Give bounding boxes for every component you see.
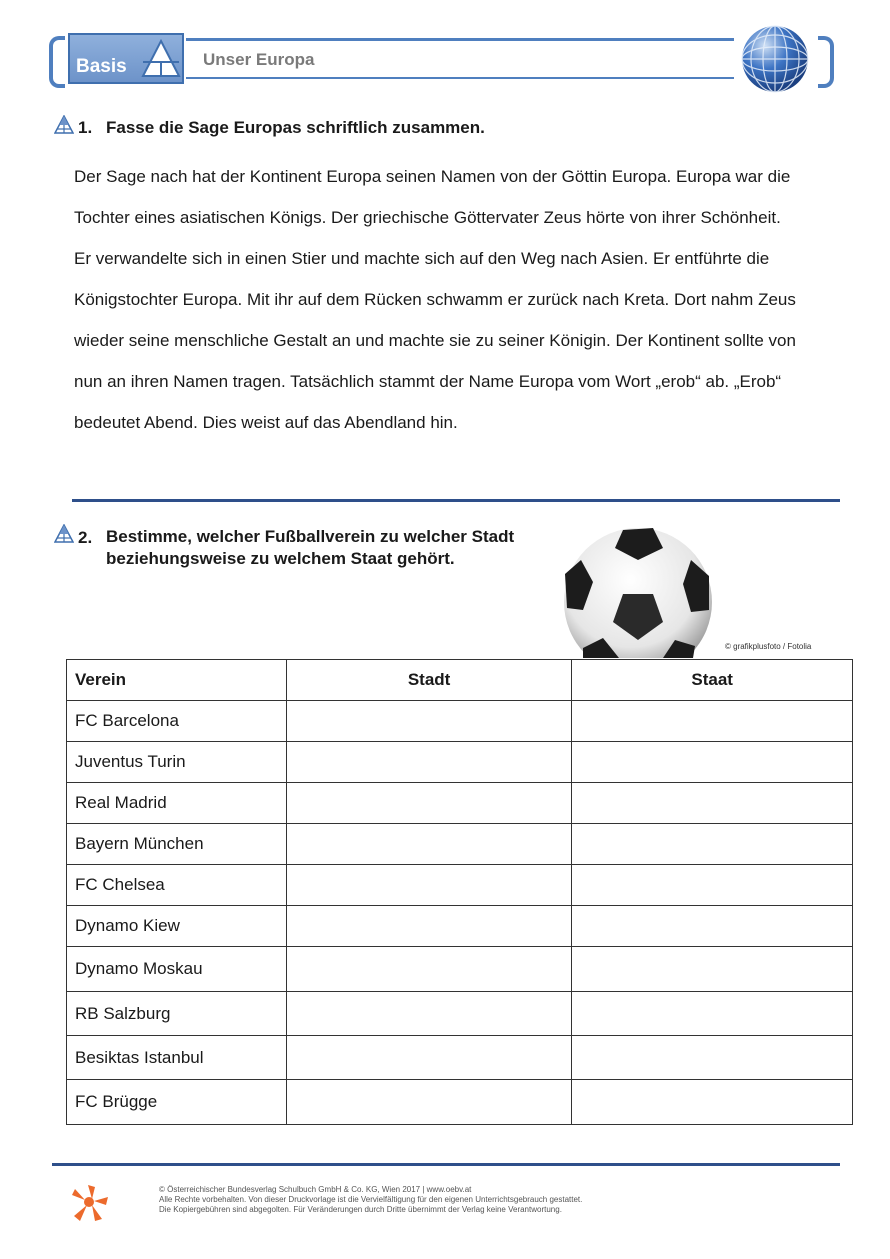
header-staat: Staat: [572, 660, 853, 701]
country-answer-cell[interactable]: [572, 1036, 853, 1080]
country-answer-cell[interactable]: [572, 824, 853, 865]
city-answer-cell[interactable]: [286, 701, 572, 742]
country-answer-cell[interactable]: [572, 742, 853, 783]
city-answer-cell[interactable]: [286, 906, 572, 947]
club-name: FC Brügge: [67, 1080, 287, 1125]
task1-number: 1.: [78, 118, 93, 137]
table-row: [67, 783, 853, 824]
city-answer-cell[interactable]: [286, 865, 572, 906]
footer-line: Alle Rechte vorbehalten. Von dieser Druckvorlage ist die Vervielfältigung für den eigenen Unterrichtsgebrauch gestattet.: [159, 1195, 583, 1204]
footer-line: © Österreichischer Bundesverlag Schulbuch GmbH & Co. KG, Wien 2017 | www.oebv.at: [159, 1185, 472, 1194]
table-row: [67, 742, 853, 783]
table-row: [67, 824, 853, 865]
city-answer-cell[interactable]: [286, 742, 572, 783]
country-answer-cell[interactable]: [572, 1080, 853, 1125]
city-answer-cell[interactable]: [286, 824, 572, 865]
publisher-logo-icon: [70, 1183, 110, 1223]
table-row: [67, 992, 853, 1036]
page-title: Unser Europa: [203, 50, 315, 69]
footer-copyright: [159, 1185, 582, 1215]
country-answer-cell[interactable]: [572, 906, 853, 947]
city-answer-cell[interactable]: [286, 1080, 572, 1125]
header-verein: Verein: [67, 660, 287, 701]
club-name: Dynamo Moskau: [67, 947, 287, 992]
header-rule-bottom: [186, 77, 734, 79]
club-name: FC Barcelona: [67, 701, 287, 742]
text-line: Tochter eines asiatischen Königs. Der griechische Göttervater Zeus hörte von ihrer Schönheit.: [74, 208, 781, 227]
text-line: bedeutet Abend. Dies weist auf das Abendland hin.: [74, 413, 458, 432]
level-triangle-icon: [140, 38, 182, 80]
footer-rule: [52, 1163, 840, 1166]
task2-title: [106, 526, 514, 570]
city-answer-cell[interactable]: [286, 992, 572, 1036]
club-table: [66, 659, 853, 1125]
city-answer-cell[interactable]: [286, 1036, 572, 1080]
country-answer-cell[interactable]: [572, 947, 853, 992]
country-answer-cell[interactable]: [572, 701, 853, 742]
image-credit: © grafikplusfoto / Fotolia: [725, 642, 812, 651]
basis-label: Basis: [76, 56, 127, 77]
header-stadt: Stadt: [286, 660, 572, 701]
club-name: Real Madrid: [67, 783, 287, 824]
text-line: Der Sage nach hat der Kontinent Europa seinen Namen von der Göttin Europa. Europa war die: [74, 167, 791, 186]
club-name: FC Chelsea: [67, 865, 287, 906]
globe-icon: [740, 24, 810, 94]
country-answer-cell[interactable]: [572, 865, 853, 906]
text-line: wieder seine menschliche Gestalt an und machte sie zu seiner Königin. Der Kontinent sollte von: [74, 331, 796, 350]
task1-answer-text: [74, 156, 854, 443]
text-line: nun an ihren Namen tragen. Tatsächlich stammt der Name Europa vom Wort „erob“ ab. „Erob“: [74, 372, 782, 391]
header-rule-top: [186, 38, 734, 41]
city-answer-cell[interactable]: [286, 947, 572, 992]
task2-title-line2: beziehungsweise zu welchem Staat gehört.: [106, 549, 455, 568]
footer-line: Die Kopiergebühren sind abgegolten. Für Veränderungen durch Dritte übernimmt der Verlag keine Verantwortung.: [159, 1205, 562, 1214]
task-level-icon: [54, 115, 74, 135]
country-answer-cell[interactable]: [572, 992, 853, 1036]
club-name: Bayern München: [67, 824, 287, 865]
table-row: [67, 1036, 853, 1080]
club-name: RB Salzburg: [67, 992, 287, 1036]
table-row: [67, 701, 853, 742]
text-line: Königstochter Europa. Mit ihr auf dem Rücken schwamm er zurück nach Kreta. Dort nahm Zeus: [74, 290, 796, 309]
club-name: Dynamo Kiew: [67, 906, 287, 947]
club-name: Juventus Turin: [67, 742, 287, 783]
club-name: Besiktas Istanbul: [67, 1036, 287, 1080]
football-image: [563, 524, 713, 658]
table-row: [67, 947, 853, 992]
table-header-row: [67, 660, 853, 701]
task1-title: Fasse die Sage Europas schriftlich zusammen.: [106, 118, 485, 137]
city-answer-cell[interactable]: [286, 783, 572, 824]
table-row: [67, 1080, 853, 1125]
header-bracket-right: [818, 36, 834, 88]
table-row: [67, 906, 853, 947]
header-bracket-left: [49, 36, 65, 88]
text-line: Er verwandelte sich in einen Stier und machte sich auf den Weg nach Asien. Er entführte die: [74, 249, 770, 268]
section-divider: [72, 499, 840, 502]
task2-title-line1: Bestimme, welcher Fußballverein zu welcher Stadt: [106, 527, 515, 546]
country-answer-cell[interactable]: [572, 783, 853, 824]
task-level-icon: [54, 524, 74, 544]
task2-number: 2.: [78, 528, 93, 547]
table-row: [67, 865, 853, 906]
